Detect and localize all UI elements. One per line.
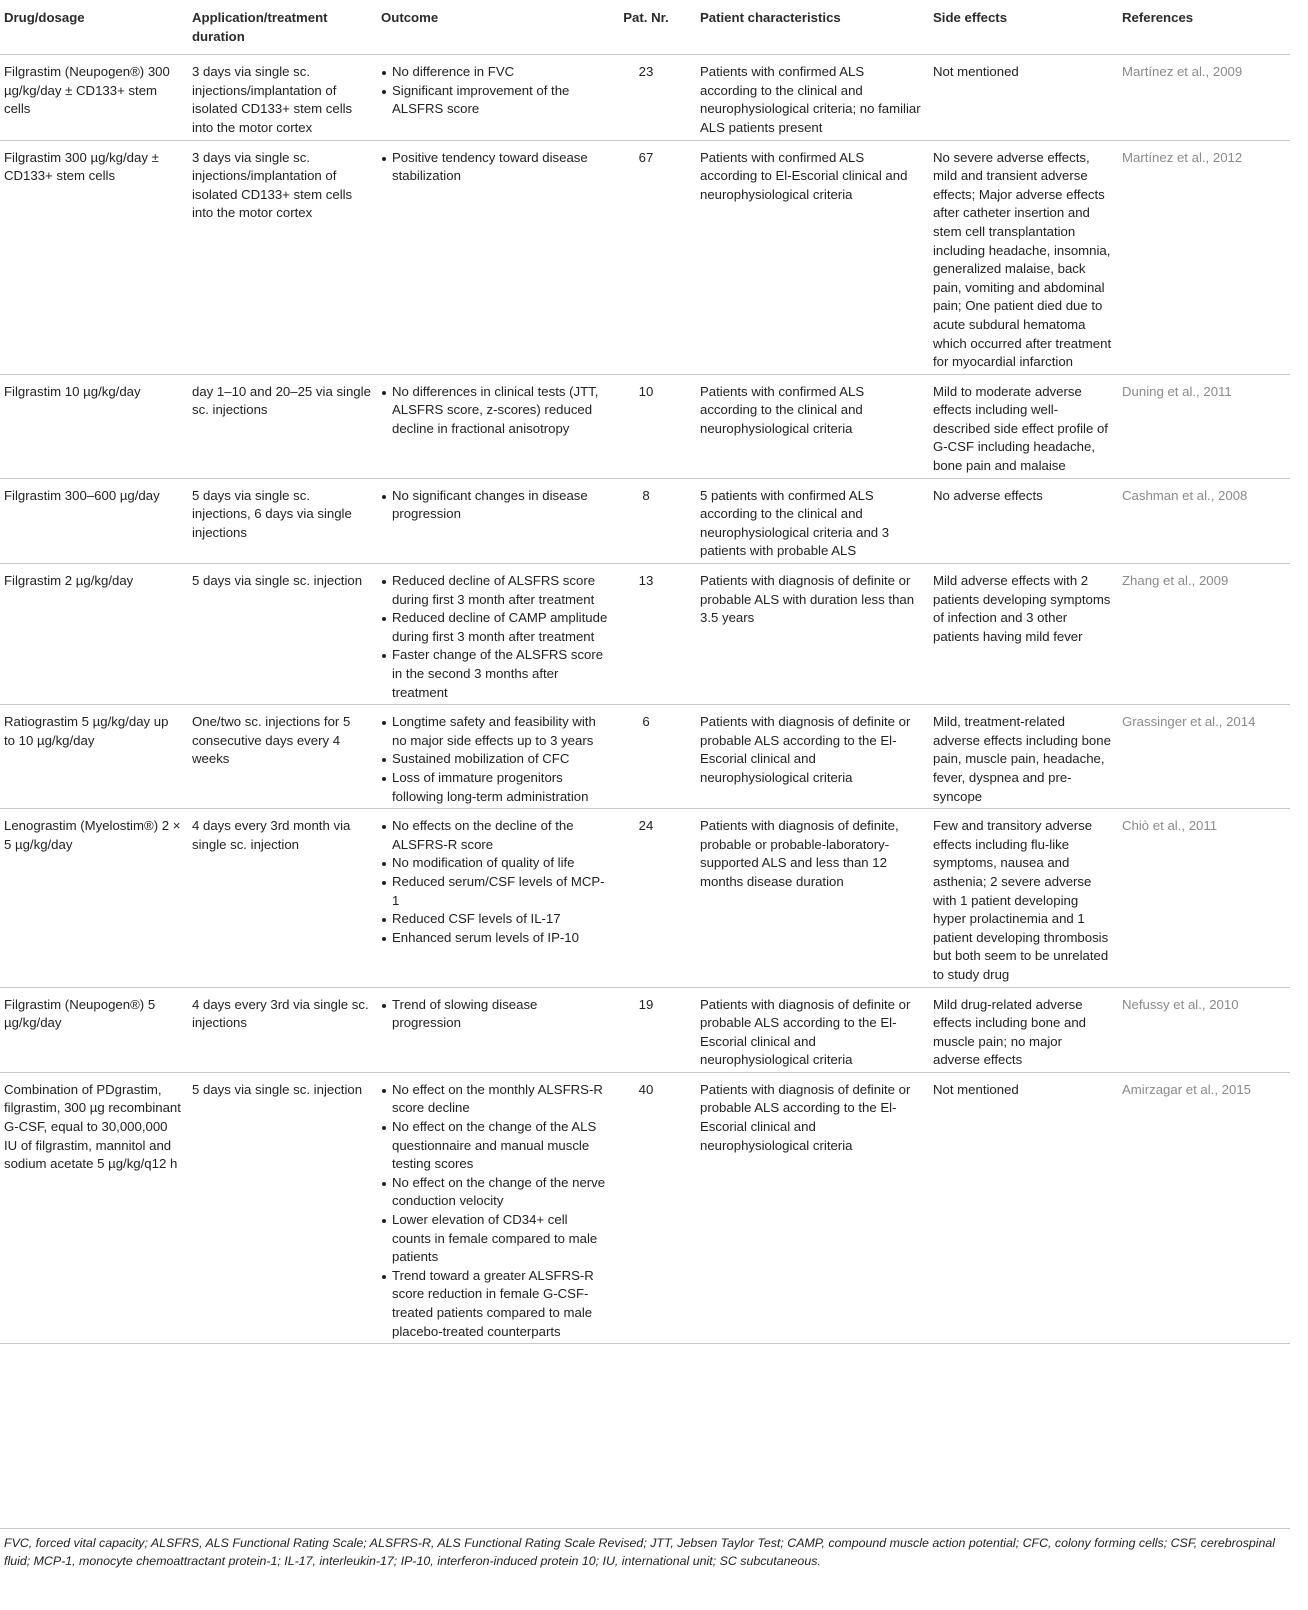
cell-outcome xyxy=(377,374,614,478)
outcome-item: No effect on the change of the ALS questionnaire and manual muscle testing scores xyxy=(381,1118,608,1174)
cell-patient-characteristics: 5 patients with confirmed ALS according to the clinical and neurophysiological criteria and 3 patients with probable ALS xyxy=(696,478,929,563)
cell-drug-dosage: Filgrastim 300 µg/kg/day ± CD133+ stem cells xyxy=(0,140,188,374)
cell-application: 4 days every 3rd via single sc. injections xyxy=(188,987,377,1072)
cell-side-effects: Not mentioned xyxy=(929,1072,1118,1343)
cell-patient-characteristics: Patients with confirmed ALS according to the clinical and neurophysiological criteria xyxy=(696,374,929,478)
outcome-list xyxy=(381,1081,608,1341)
cell-patient-characteristics: Patients with confirmed ALS according to the clinical and neurophysiological criteria; no familiar ALS patients present xyxy=(696,55,929,140)
outcome-list xyxy=(381,572,608,702)
cell-application: 5 days via single sc. injection xyxy=(188,1072,377,1343)
cell-drug-dosage: Filgrastim 2 µg/kg/day xyxy=(0,564,188,705)
cell-drug-dosage: Filgrastim (Neupogen®) 300 µg/kg/day ± CD133+ stem cells xyxy=(0,55,188,140)
cell-pat-nr: 6 xyxy=(614,705,696,809)
outcome-item: Enhanced serum levels of IP-10 xyxy=(381,929,608,948)
header-side-effects: Side effects xyxy=(929,0,1118,55)
cell-drug-dosage: Combination of PDgrastim, filgrastim, 300 µg recombinant G-CSF, equal to 30,000,000 IU of filgrastim, mannitol and sodium acetate 5 µg/kg/q12 h xyxy=(0,1072,188,1343)
outcome-item: No difference in FVC xyxy=(381,63,608,82)
table-footnote: FVC, forced vital capacity; ALSFRS, ALS Functional Rating Scale; ALSFRS-R, ALS Functional Rating Scale Revised; JTT, Jebsen Taylor Test; CAMP, compound muscle action potential; CFC, colony forming cells; CSF, cerebrospinal fluid; MCP-1, monocyte chemoattractant protein-1; IL-17, interleukin-17; IP-10, interferon-induced protein 10; IU, international unit; SC subcutaneous. xyxy=(4,1536,1276,1568)
cell-application: 5 days via single sc. injections, 6 days via single injections xyxy=(188,478,377,563)
cell-side-effects: Mild to moderate adverse effects including well-described side effect profile of G-CSF including headache, bone pain and malaise xyxy=(929,374,1118,478)
header-application: Application/treatment duration xyxy=(188,0,377,55)
header-outcome: Outcome xyxy=(377,0,614,55)
outcome-item: No effect on the monthly ALSFRS-R score decline xyxy=(381,1081,608,1118)
cell-application: 3 days via single sc. injections/implantation of isolated CD133+ stem cells into the motor cortex xyxy=(188,140,377,374)
outcome-item: Trend toward a greater ALSFRS-R score reduction in female G-CSF-treated patients compared to male placebo-treated counterparts xyxy=(381,1267,608,1341)
header-references: References xyxy=(1118,0,1290,55)
outcome-list xyxy=(381,996,608,1033)
outcome-item: Lower elevation of CD34+ cell counts in female compared to male patients xyxy=(381,1211,608,1267)
outcome-list xyxy=(381,63,608,119)
table-row xyxy=(0,374,1290,478)
cell-drug-dosage: Filgrastim 10 µg/kg/day xyxy=(0,374,188,478)
cell-reference: Zhang et al., 2009 xyxy=(1118,564,1290,705)
header-patient-characteristics: Patient characteristics xyxy=(696,0,929,55)
table-row xyxy=(0,564,1290,705)
cell-outcome xyxy=(377,55,614,140)
outcome-list xyxy=(381,713,608,806)
cell-outcome xyxy=(377,705,614,809)
cell-reference: Chiò et al., 2011 xyxy=(1118,809,1290,987)
outcome-item: No effects on the decline of the ALSFRS-R score xyxy=(381,817,608,854)
outcome-item: Longtime safety and feasibility with no major side effects up to 3 years xyxy=(381,713,608,750)
table-row xyxy=(0,55,1290,140)
cell-application: 3 days via single sc. injections/implantation of isolated CD133+ stem cells into the motor cortex xyxy=(188,55,377,140)
cell-side-effects: Mild adverse effects with 2 patients developing symptoms of infection and 3 other patients having mild fever xyxy=(929,564,1118,705)
cell-side-effects: No adverse effects xyxy=(929,478,1118,563)
cell-drug-dosage: Ratiograstim 5 µg/kg/day up to 10 µg/kg/day xyxy=(0,705,188,809)
cell-application: 4 days every 3rd month via single sc. injection xyxy=(188,809,377,987)
cell-reference: Nefussy et al., 2010 xyxy=(1118,987,1290,1072)
cell-application: One/two sc. injections for 5 consecutive days every 4 weeks xyxy=(188,705,377,809)
outcome-item: Sustained mobilization of CFC xyxy=(381,750,608,769)
cell-side-effects: Mild, treatment-related adverse effects including bone pain, muscle pain, headache, fever, dyspnea and pre-syncope xyxy=(929,705,1118,809)
table-header-row xyxy=(0,0,1290,55)
table-row xyxy=(0,1072,1290,1343)
outcome-item: Trend of slowing disease progression xyxy=(381,996,608,1033)
table-row xyxy=(0,809,1290,987)
outcome-item: Reduced decline of CAMP amplitude during first 3 month after treatment xyxy=(381,609,608,646)
cell-reference: Martínez et al., 2009 xyxy=(1118,55,1290,140)
outcome-item: Loss of immature progenitors following long-term administration xyxy=(381,769,608,806)
outcome-item: No significant changes in disease progression xyxy=(381,487,608,524)
cell-patient-characteristics: Patients with diagnosis of definite, probable or probable-laboratory-supported ALS and less than 12 months disease duration xyxy=(696,809,929,987)
cell-application: 5 days via single sc. injection xyxy=(188,564,377,705)
outcome-item: Positive tendency toward disease stabilization xyxy=(381,149,608,186)
cell-patient-characteristics: Patients with diagnosis of definite or probable ALS according to the El-Escorial clinical and neurophysiological criteria xyxy=(696,987,929,1072)
outcome-item: No differences in clinical tests (JTT, ALSFRS score, z-scores) reduced decline in fractional anisotropy xyxy=(381,383,608,439)
cell-patient-characteristics: Patients with diagnosis of definite or probable ALS according to the El-Escorial clinical and neurophysiological criteria xyxy=(696,705,929,809)
table-row xyxy=(0,705,1290,809)
cell-pat-nr: 19 xyxy=(614,987,696,1072)
table-body xyxy=(0,55,1290,1344)
outcome-list xyxy=(381,487,608,524)
outcome-item: Faster change of the ALSFRS score in the second 3 months after treatment xyxy=(381,646,608,702)
cell-side-effects: No severe adverse effects, mild and transient adverse effects; Major adverse effects after catheter insertion and stem cell transplantation including headache, insomnia, generalized malaise, back pain, vomiting and abdominal pain; One patient died due to acute subdural hematoma which occurred after treatment for myocardial infarction xyxy=(929,140,1118,374)
cell-pat-nr: 67 xyxy=(614,140,696,374)
cell-application: day 1–10 and 20–25 via single sc. injections xyxy=(188,374,377,478)
cell-pat-nr: 23 xyxy=(614,55,696,140)
cell-pat-nr: 13 xyxy=(614,564,696,705)
cell-reference: Martínez et al., 2012 xyxy=(1118,140,1290,374)
cell-outcome xyxy=(377,987,614,1072)
outcome-item: Reduced decline of ALSFRS score during first 3 month after treatment xyxy=(381,572,608,609)
cell-outcome xyxy=(377,564,614,705)
cell-side-effects: Not mentioned xyxy=(929,55,1118,140)
cell-reference: Amirzagar et al., 2015 xyxy=(1118,1072,1290,1343)
cell-outcome xyxy=(377,478,614,563)
outcome-item: Significant improvement of the ALSFRS score xyxy=(381,82,608,119)
outcome-item: Reduced CSF levels of IL-17 xyxy=(381,910,608,929)
cell-patient-characteristics: Patients with confirmed ALS according to El-Escorial clinical and neurophysiological criteria xyxy=(696,140,929,374)
cell-patient-characteristics: Patients with diagnosis of definite or probable ALS according to the El-Escorial clinical and neurophysiological criteria xyxy=(696,1072,929,1343)
cell-reference: Cashman et al., 2008 xyxy=(1118,478,1290,563)
outcome-list xyxy=(381,817,608,947)
cell-patient-characteristics: Patients with diagnosis of definite or probable ALS with duration less than 3.5 years xyxy=(696,564,929,705)
cell-drug-dosage: Filgrastim 300–600 µg/day xyxy=(0,478,188,563)
outcome-list xyxy=(381,149,608,186)
cell-pat-nr: 24 xyxy=(614,809,696,987)
header-pat-nr: Pat. Nr. xyxy=(614,0,696,55)
cell-pat-nr: 8 xyxy=(614,478,696,563)
table-row xyxy=(0,987,1290,1072)
table-bottom-rule xyxy=(0,1528,1290,1529)
cell-outcome xyxy=(377,140,614,374)
outcome-item: No effect on the change of the nerve conduction velocity xyxy=(381,1174,608,1211)
outcome-item: Reduced serum/CSF levels of MCP-1 xyxy=(381,873,608,910)
cell-outcome xyxy=(377,809,614,987)
outcome-item: No modification of quality of life xyxy=(381,854,608,873)
cell-drug-dosage: Filgrastim (Neupogen®) 5 µg/kg/day xyxy=(0,987,188,1072)
outcome-list xyxy=(381,383,608,439)
header-drug-dosage: Drug/dosage xyxy=(0,0,188,55)
table-row xyxy=(0,478,1290,563)
cell-side-effects: Few and transitory adverse effects including flu-like symptoms, nausea and asthenia; 2 severe adverse with 1 patient developing hyper prolactinemia and 1 patient developing thrombosis but both seem to be unrelated to study drug xyxy=(929,809,1118,987)
table-row xyxy=(0,140,1290,374)
cell-drug-dosage: Lenograstim (Myelostim®) 2 × 5 µg/kg/day xyxy=(0,809,188,987)
cell-reference: Grassinger et al., 2014 xyxy=(1118,705,1290,809)
cell-outcome xyxy=(377,1072,614,1343)
cell-pat-nr: 10 xyxy=(614,374,696,478)
cell-reference: Duning et al., 2011 xyxy=(1118,374,1290,478)
cell-side-effects: Mild drug-related adverse effects including bone and muscle pain; no major adverse effects xyxy=(929,987,1118,1072)
cell-pat-nr: 40 xyxy=(614,1072,696,1343)
